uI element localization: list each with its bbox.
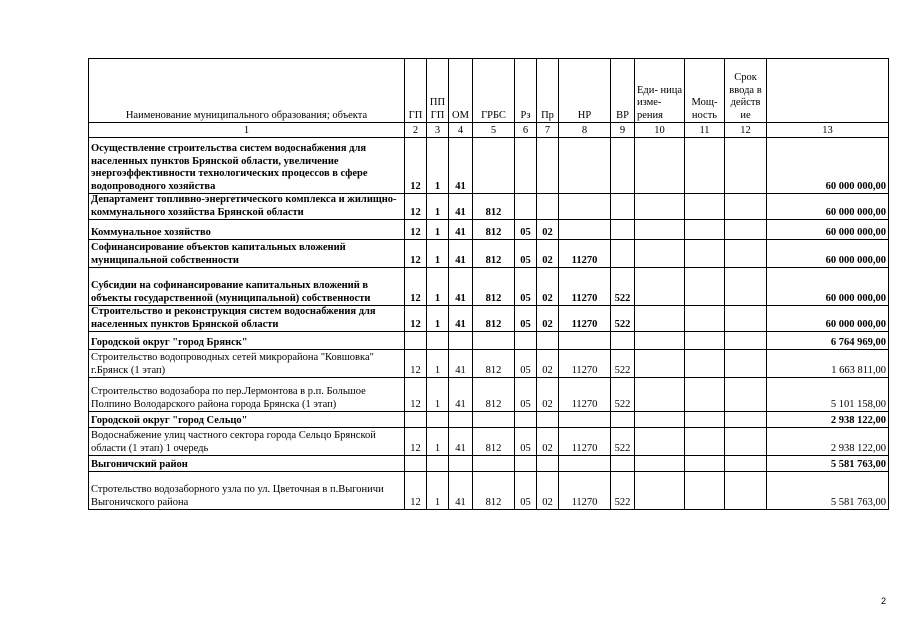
cell-om: 41 xyxy=(449,306,473,332)
cell-vr xyxy=(611,332,635,350)
cell-name: Осуществление строительства систем водоснабжения для населенных пунктов Брянской области, увеличение энергоэффективности технологических процессов в сфере водопроводного хозяйства xyxy=(89,138,405,194)
cell-rz xyxy=(515,332,537,350)
table-row xyxy=(89,472,889,510)
cell-sum: 60 000 000,00 xyxy=(767,194,889,220)
cell-cap xyxy=(685,240,725,268)
cell-grbs xyxy=(473,456,515,472)
cell-name: Субсидии на софинансирование капитальных вложений в объекты государственной (муниципальной) собственности xyxy=(89,268,405,306)
cell-pr: 02 xyxy=(537,240,559,268)
header-ppgp: ПП ГП xyxy=(427,59,449,123)
cell-nr: 11270 xyxy=(559,240,611,268)
header-vr: ВР xyxy=(611,59,635,123)
cell-grbs: 812 xyxy=(473,220,515,240)
cell-vr xyxy=(611,194,635,220)
cell-name: Водоснабжение улиц частного сектора города Сельцо Брянской области (1 этап) 1 очередь xyxy=(89,428,405,456)
cell-gp xyxy=(405,456,427,472)
cell-rz: 05 xyxy=(515,428,537,456)
cell-gp: 12 xyxy=(405,268,427,306)
cell-pr xyxy=(537,194,559,220)
cell-unit xyxy=(635,194,685,220)
cell-cap xyxy=(685,412,725,428)
table-row xyxy=(89,332,889,350)
cell-om: 41 xyxy=(449,428,473,456)
cell-cap xyxy=(685,428,725,456)
cell-name: Строительство водопроводных сетей микрорайона "Ковшовка" г.Брянск (1 этап) xyxy=(89,350,405,378)
cell-om: 41 xyxy=(449,350,473,378)
cell-name: Департамент топливно-энергетического комплекса и жилищно-коммунального хозяйства Брянской области xyxy=(89,194,405,220)
cell-name: Городской округ "город Брянск" xyxy=(89,332,405,350)
cell-pr: 02 xyxy=(537,428,559,456)
cell-sum: 1 663 811,00 xyxy=(767,350,889,378)
cell-om: 41 xyxy=(449,138,473,194)
cell-om xyxy=(449,456,473,472)
cell-name: Городской округ "город Сельцо" xyxy=(89,412,405,428)
cell-nr: 11270 xyxy=(559,306,611,332)
cell-grbs: 812 xyxy=(473,268,515,306)
cell-unit xyxy=(635,456,685,472)
cell-term xyxy=(725,378,767,412)
cell-grbs: 812 xyxy=(473,472,515,510)
col-number: 10 xyxy=(635,123,685,138)
cell-gp: 12 xyxy=(405,138,427,194)
table-row xyxy=(89,378,889,412)
cell-ppgp: 1 xyxy=(427,194,449,220)
header-capacity: Мощ- ность xyxy=(685,59,725,123)
cell-term xyxy=(725,472,767,510)
cell-gp xyxy=(405,332,427,350)
table-row xyxy=(89,306,889,332)
cell-ppgp xyxy=(427,456,449,472)
cell-vr xyxy=(611,412,635,428)
cell-nr: 11270 xyxy=(559,428,611,456)
header-gp: ГП xyxy=(405,59,427,123)
cell-ppgp xyxy=(427,332,449,350)
table-row xyxy=(89,220,889,240)
cell-gp: 12 xyxy=(405,428,427,456)
cell-unit xyxy=(635,332,685,350)
cell-cap xyxy=(685,268,725,306)
cell-rz: 05 xyxy=(515,378,537,412)
cell-sum: 2 938 122,00 xyxy=(767,428,889,456)
cell-unit xyxy=(635,268,685,306)
cell-grbs xyxy=(473,332,515,350)
cell-om: 41 xyxy=(449,194,473,220)
cell-term xyxy=(725,350,767,378)
cell-sum: 2 938 122,00 xyxy=(767,412,889,428)
cell-grbs xyxy=(473,138,515,194)
cell-vr: 522 xyxy=(611,428,635,456)
cell-nr xyxy=(559,332,611,350)
cell-gp xyxy=(405,412,427,428)
cell-grbs: 812 xyxy=(473,194,515,220)
cell-grbs xyxy=(473,412,515,428)
cell-ppgp: 1 xyxy=(427,350,449,378)
cell-name: Софинансирование объектов капитальных вложений муниципальной собственности xyxy=(89,240,405,268)
cell-nr xyxy=(559,194,611,220)
cell-rz: 05 xyxy=(515,268,537,306)
col-number: 2 xyxy=(405,123,427,138)
col-number: 1 xyxy=(89,123,405,138)
cell-vr xyxy=(611,220,635,240)
col-number: 9 xyxy=(611,123,635,138)
cell-vr: 522 xyxy=(611,378,635,412)
cell-rz xyxy=(515,456,537,472)
col-number: 7 xyxy=(537,123,559,138)
col-number: 13 xyxy=(767,123,889,138)
cell-om: 41 xyxy=(449,378,473,412)
cell-vr: 522 xyxy=(611,472,635,510)
cell-rz: 05 xyxy=(515,472,537,510)
cell-term xyxy=(725,268,767,306)
cell-vr xyxy=(611,138,635,194)
cell-term xyxy=(725,240,767,268)
header-sum xyxy=(767,59,889,123)
cell-sum: 60 000 000,00 xyxy=(767,220,889,240)
header-pr: Пр xyxy=(537,59,559,123)
cell-gp: 12 xyxy=(405,378,427,412)
cell-grbs: 812 xyxy=(473,350,515,378)
cell-om: 41 xyxy=(449,220,473,240)
col-number: 12 xyxy=(725,123,767,138)
cell-unit xyxy=(635,412,685,428)
table-row xyxy=(89,456,889,472)
cell-nr xyxy=(559,220,611,240)
cell-term xyxy=(725,412,767,428)
cell-cap xyxy=(685,472,725,510)
cell-gp: 12 xyxy=(405,220,427,240)
cell-ppgp: 1 xyxy=(427,138,449,194)
cell-nr: 11270 xyxy=(559,350,611,378)
cell-nr: 11270 xyxy=(559,472,611,510)
cell-term xyxy=(725,138,767,194)
cell-name: Строительство водозабора по пер.Лермонтова в р.п. Большое Полпино Володарского района города Брянска (1 этап) xyxy=(89,378,405,412)
cell-term xyxy=(725,306,767,332)
cell-rz: 05 xyxy=(515,240,537,268)
cell-sum: 5 581 763,00 xyxy=(767,472,889,510)
cell-unit xyxy=(635,220,685,240)
cell-sum: 60 000 000,00 xyxy=(767,138,889,194)
cell-pr xyxy=(537,412,559,428)
table-row xyxy=(89,138,889,194)
table-row xyxy=(89,194,889,220)
cell-unit xyxy=(635,428,685,456)
header-om: ОМ xyxy=(449,59,473,123)
cell-gp: 12 xyxy=(405,240,427,268)
header-unit: Еди- ница изме- рения xyxy=(635,59,685,123)
cell-ppgp xyxy=(427,412,449,428)
cell-rz: 05 xyxy=(515,220,537,240)
cell-pr xyxy=(537,456,559,472)
table-row xyxy=(89,428,889,456)
cell-sum: 5 101 158,00 xyxy=(767,378,889,412)
cell-vr: 522 xyxy=(611,268,635,306)
cell-cap xyxy=(685,194,725,220)
table-body xyxy=(89,138,889,510)
cell-rz: 05 xyxy=(515,306,537,332)
cell-sum: 60 000 000,00 xyxy=(767,268,889,306)
cell-gp: 12 xyxy=(405,350,427,378)
cell-sum: 5 581 763,00 xyxy=(767,456,889,472)
cell-unit xyxy=(635,472,685,510)
cell-om xyxy=(449,332,473,350)
col-number: 3 xyxy=(427,123,449,138)
cell-sum: 60 000 000,00 xyxy=(767,306,889,332)
cell-om: 41 xyxy=(449,268,473,306)
page-number: 2 xyxy=(881,596,887,606)
cell-unit xyxy=(635,350,685,378)
cell-name: Строительство и реконструкция систем водоснабжения для населенных пунктов Брянской области xyxy=(89,306,405,332)
table-row xyxy=(89,240,889,268)
cell-cap xyxy=(685,306,725,332)
table-row xyxy=(89,268,889,306)
cell-cap xyxy=(685,138,725,194)
cell-vr xyxy=(611,240,635,268)
cell-cap xyxy=(685,350,725,378)
cell-om: 41 xyxy=(449,240,473,268)
cell-grbs: 812 xyxy=(473,306,515,332)
cell-pr: 02 xyxy=(537,220,559,240)
cell-pr: 02 xyxy=(537,350,559,378)
cell-vr xyxy=(611,456,635,472)
cell-om: 41 xyxy=(449,472,473,510)
column-number-row xyxy=(89,123,889,138)
cell-rz xyxy=(515,194,537,220)
cell-cap xyxy=(685,220,725,240)
cell-nr xyxy=(559,412,611,428)
cell-gp: 12 xyxy=(405,306,427,332)
cell-grbs: 812 xyxy=(473,378,515,412)
cell-ppgp: 1 xyxy=(427,268,449,306)
cell-nr xyxy=(559,456,611,472)
cell-ppgp: 1 xyxy=(427,472,449,510)
cell-vr: 522 xyxy=(611,306,635,332)
header-name: Наименование муниципального образования; объекта xyxy=(89,59,405,123)
cell-unit xyxy=(635,306,685,332)
cell-grbs: 812 xyxy=(473,240,515,268)
cell-pr: 02 xyxy=(537,268,559,306)
cell-term xyxy=(725,220,767,240)
cell-rz xyxy=(515,412,537,428)
cell-rz: 05 xyxy=(515,350,537,378)
cell-pr xyxy=(537,138,559,194)
cell-pr: 02 xyxy=(537,472,559,510)
cell-ppgp: 1 xyxy=(427,306,449,332)
cell-pr xyxy=(537,332,559,350)
cell-cap xyxy=(685,378,725,412)
cell-ppgp: 1 xyxy=(427,220,449,240)
cell-sum: 60 000 000,00 xyxy=(767,240,889,268)
cell-pr: 02 xyxy=(537,306,559,332)
cell-term xyxy=(725,456,767,472)
cell-unit xyxy=(635,138,685,194)
cell-unit xyxy=(635,240,685,268)
cell-sum: 6 764 969,00 xyxy=(767,332,889,350)
col-number: 4 xyxy=(449,123,473,138)
budget-table xyxy=(88,58,889,510)
header-rz: Рз xyxy=(515,59,537,123)
cell-term xyxy=(725,428,767,456)
cell-gp: 12 xyxy=(405,194,427,220)
cell-unit xyxy=(635,378,685,412)
header-row xyxy=(89,59,889,123)
table-row xyxy=(89,412,889,428)
header-nr: НР xyxy=(559,59,611,123)
header-grbs: ГРБС xyxy=(473,59,515,123)
col-number: 11 xyxy=(685,123,725,138)
cell-om xyxy=(449,412,473,428)
table-row xyxy=(89,350,889,378)
cell-gp: 12 xyxy=(405,472,427,510)
cell-nr xyxy=(559,138,611,194)
cell-term xyxy=(725,194,767,220)
cell-nr: 11270 xyxy=(559,268,611,306)
col-number: 5 xyxy=(473,123,515,138)
cell-term xyxy=(725,332,767,350)
cell-name: Выгоничский район xyxy=(89,456,405,472)
cell-grbs: 812 xyxy=(473,428,515,456)
cell-name: Стротельство водозаборного узла по ул. Цветочная в п.Выгоничи Выгоничского района xyxy=(89,472,405,510)
cell-vr: 522 xyxy=(611,350,635,378)
header-term: Срок ввода в действ ие xyxy=(725,59,767,123)
cell-ppgp: 1 xyxy=(427,378,449,412)
col-number: 8 xyxy=(559,123,611,138)
col-number: 6 xyxy=(515,123,537,138)
cell-rz xyxy=(515,138,537,194)
cell-ppgp: 1 xyxy=(427,240,449,268)
cell-nr: 11270 xyxy=(559,378,611,412)
cell-ppgp: 1 xyxy=(427,428,449,456)
cell-cap xyxy=(685,456,725,472)
cell-name: Коммунальное хозяйство xyxy=(89,220,405,240)
cell-cap xyxy=(685,332,725,350)
cell-pr: 02 xyxy=(537,378,559,412)
